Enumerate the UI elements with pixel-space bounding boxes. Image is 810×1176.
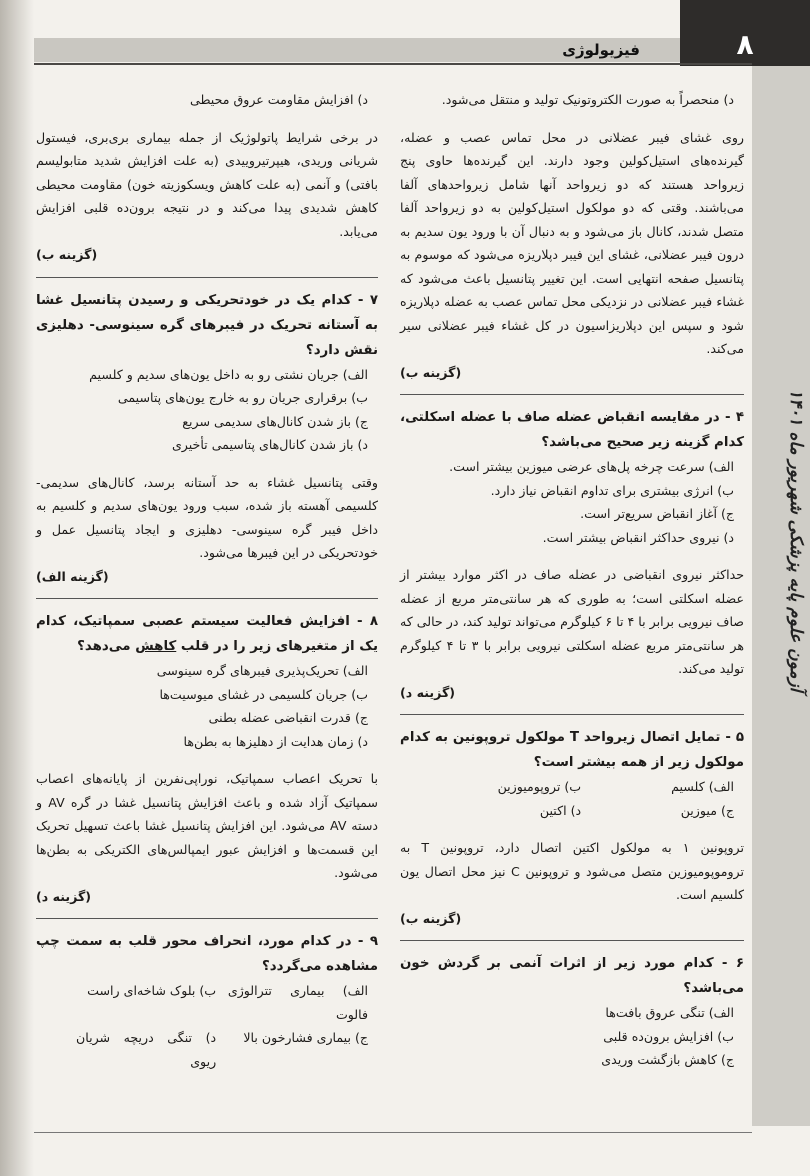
q3-answer: (گزینه ب) [400,364,462,380]
q8-answer: (گزینه د) [36,888,92,904]
q9-option: الف) بیماری تترالوژی فالوت [227,983,368,1022]
q6-option: الف) تنگی عروق بافت‌ها [605,1005,734,1020]
side-exam-title: آزمون علوم پایه پزشکی شهریور ماه ۱۴۰۱ [786,388,806,692]
q7-option: الف) جریان نشتی رو به داخل یون‌های سدیم و کلسیم [89,366,368,382]
separator [400,394,744,395]
q6-option-d: د) افزایش مقاومت عروق محیطی [189,92,368,107]
header-bar [34,38,752,62]
q6-option: ج) کاهش بازگشت وریدی [601,1052,734,1067]
q5-options-row [400,775,744,799]
q8-question-text: ۸ - افزایش فعالیت سیستم عصبی سمپاتیک، کدام یک از متغیرهای زیر را در قلب [36,614,378,654]
q4-answer: (گزینه د) [400,684,456,700]
q9-question: ۹ - در کدام مورد، انحراف محور قلب به سمت چپ مشاهده می‌گردد؟ [36,934,378,974]
q9-option: ج) بیماری فشارخون بالا [243,1030,368,1045]
separator [36,277,378,278]
q3-option-d: د) منحصراً به صورت الکتروتونیک تولید و منتقل می‌شود. [441,92,734,107]
q5-explanation: تروپونین ۱ به مولکول اکتین اتصال دارد، تروپونین T به تروموپومیوزین متصل می‌شود و تروپونین C نیز محل اتصال یون کلسیم است. [400,840,744,902]
q3-explanation: روی غشای فیبر عضلانی در محل تماس عصب و عضله، گیرنده‌های استیل‌کولین وجود دارند. این گیرنده‌ها حاوی پنج زیرواحد هستند که دو زیرواحد آنها شامل زیرواحدهای آلفا می‌باشند. وقتی که دو مولکول استیل‌کولین به دو زیرواحد آلفا متصل شدند، کانال باز می‌شود و به دنبال آن با ورود یون سدیم به درون فیبر عضلانی، غشای این فیبر دپلاریزه می‌شود که موسوم به پتانسیل صفحه انتهایی است. این تغییر پتانسیل باعث می‌شود که غشاء فیبر عضلانی در نزدیکی محل تماس عصب به عضله دپلاریزه شود و سپس این دپلاریزاسیون در کل غشاء فیبر عضلانی سیر می‌کند. [400,129,744,356]
q9-option: د) تنگی دریچه شریان ریوی [76,1030,217,1069]
separator [36,918,378,919]
q6-option: ب) افزایش برون‌ده قلبی [603,1028,734,1044]
header-rule [34,63,752,65]
q8-option: ب) جریان کلسیمی در غشای میوسیت‌ها [159,686,368,702]
q4-option: د) نیروی حداکثر انقباض بیشتر است. [542,529,734,545]
q7-option: د) باز شدن کانال‌های پتاسیمی تأخیری [171,437,368,452]
q8-question-end: می‌دهد؟ [77,639,136,654]
q5-option: ج) میوزین [680,802,734,818]
q9-options-row [36,979,378,1026]
q8-option: الف) تحریک‌پذیری فیبرهای گره سینوسی [156,663,368,678]
q6-explanation: در برخی شرایط پاتولوژیک از جمله بیماری بری‌بری، فیستول شریانی وریدی، هیپرتیروییدی (به علت افزایش شدید متابولیسم بافتی) و آنمی (به علت کاهش ویسکوزیته خون) مقاومت محیطی کاهش شدیدی پیدا می‌کند و در نتیجه برون‌ده قلبی افزایش می‌یابد. [36,129,378,239]
separator [400,714,744,715]
q5-option: ب) تروپومیوزین [497,779,582,794]
q9-option: ب) بلوک شاخه‌ای راست [87,983,217,998]
page-binding-shadow [0,0,34,1176]
q5-question: ۵ - تمایل اتصال زیرواحد T مولکول تروپونین به کدام مولکول زیر از همه بیشتر است؟ [400,730,744,770]
q6-question: ۶ - کدام مورد زیر از اثرات آنمی بر گردش خون می‌باشد؟ [400,956,744,996]
left-column [36,88,378,1073]
q7-answer: (گزینه الف) [36,568,109,584]
q8-underlined-word: کاهش [135,639,177,654]
q4-option: ب) انرژی بیشتری برای تداوم انقباض نیاز دارد. [490,482,734,498]
page-number: ۸ [680,0,810,66]
separator [400,940,744,941]
q7-question: ۷ - کدام یک در خودتحریکی و رسیدن پتانسیل غشا به آستانه تحریک در فیبرهای گره سینوسی- دهلیزی نقش دارد؟ [36,292,378,358]
q9-options-row [36,1026,378,1073]
right-column [400,88,744,1072]
q6-answer: (گزینه ب) [36,247,98,262]
q7-explanation: وقتی پتانسیل غشاء به حد آستانه برسد، کانال‌های سدیمی-کلسیمی آهسته باز شده، سبب ورود یون‌های سدیم و کلسیم به داخل فیبر گره سینوسی- دهلیزی و ایجاد پتانسیل عمل و خودتحریکی در این فیبرها می‌شود. [36,474,378,560]
q8-explanation: با تحریک اعصاب سمپاتیک، نوراپی‌نفرین از پایانه‌های اعصاب سمپاتیک آزاد شده و باعث افزایش پتانسیل غشا در گره AV و دسته AV می‌شود. این افزایش پتانسیل غشا باعث تسهیل تحریک این قسمت‌ها و افزایش عبور ایمپالس‌های الکتریکی به بطن‌ها می‌شود. [36,771,378,880]
q4-question: ۴ - در مقایسه انقباض عضله صاف با عضله اسکلتی، کدام گزینه زیر صحیح می‌باشد؟ [400,410,744,450]
q4-explanation: حداکثر نیروی انقباضی در عضله صاف در اکثر موارد بیشتر از عضله اسکلتی است؛ به طوری که هر سانتی‌متر مربع از عضله صاف نیرویی برابر با ۴ تا ۶ کیلوگرم می‌تواند تولید کند، در حالی که هر سانتی‌متر مربع عضله اسکلتی نیرویی برابر با ۳ تا ۴ کیلوگرم تولید می‌کند. [400,567,744,676]
q5-option: د) اکتین [539,802,582,818]
q8-option: ج) قدرت انقباضی عضله بطنی [208,710,368,725]
q7-option: ب) برقراری جریان رو به خارج یون‌های پتاسیمی [117,390,368,405]
q5-options-row [400,799,744,823]
q8-question [36,609,378,659]
separator [36,598,378,599]
q4-option: ج) آغاز انقباض سریع‌تر است. [580,506,734,521]
section-title: فیزیولوژی [562,41,640,59]
bottom-rule [34,1132,752,1133]
q5-answer: (گزینه ب) [400,910,462,926]
q7-option: ج) باز شدن کانال‌های سدیمی سریع [182,413,368,429]
q4-option: الف) سرعت چرخه پل‌های عرضی میوزین بیشتر است. [449,459,734,474]
q5-option: الف) کلسیم [671,779,734,794]
q8-option: د) زمان هدایت از دهلیزها به بطن‌ها [183,733,368,749]
